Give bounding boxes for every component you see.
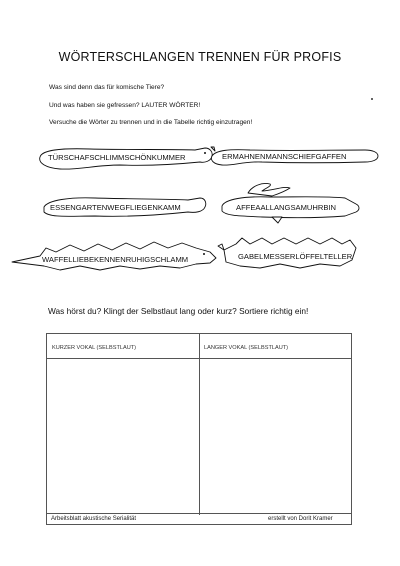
- footer-right: erstellt von Dorit Kramer: [268, 516, 333, 522]
- snake-4-word: AFFEAALLANGSAMUHRBIN: [236, 203, 337, 212]
- intro-line-1: Was sind denn das für komische Tiere?: [49, 84, 165, 91]
- snake-2: [211, 147, 378, 165]
- snake-6-word: GABELMESSERLÖFFELTELLER: [238, 252, 353, 261]
- column-header-long-vowel: LANGER VOKAL (SELBSTLAUT): [204, 345, 289, 351]
- snake-1: [40, 148, 212, 169]
- snake-3: [44, 198, 206, 217]
- snake-5: [12, 242, 216, 270]
- table-header-divider: [47, 358, 351, 359]
- intro-line-2: Und was haben sie gefressen? LAUTER WÖRTER!: [49, 102, 201, 109]
- column-header-short-vowel: KURZER VOKAL (SELBSTLAUT): [52, 345, 137, 351]
- footer-left: Arbeitsblatt akustische Serialität: [51, 516, 137, 522]
- snake-3-word: ESSENGARTENWEGFLIEGENKAMM: [50, 203, 181, 212]
- short-vowel-cell[interactable]: [48, 360, 198, 513]
- snake-4: [222, 183, 359, 223]
- long-vowel-cell[interactable]: [201, 360, 351, 513]
- table-column-divider: [199, 334, 200, 515]
- snake-2-word: ERMAHNENMANNSCHIEFGAFFEN: [222, 152, 347, 161]
- snake-6: [218, 238, 356, 268]
- snake-5-word: WAFFELLIEBEKENNENRUHIGSCHLAMM: [42, 255, 189, 264]
- snake-1-word: TÜRSCHAFSCHLIMMSCHÖNKUMMER: [48, 153, 186, 162]
- sorting-table: [46, 333, 352, 514]
- sorting-question: Was hörst du? Klingt der Selbstlaut lang oder kurz? Sortiere richtig ein!: [48, 306, 309, 316]
- intro-line-3: Versuche die Wörter zu trennen und in die Tabelle richtig einzutragen!: [49, 119, 253, 126]
- page-title: WÖRTERSCHLANGEN TRENNEN FÜR PROFIS: [58, 50, 342, 64]
